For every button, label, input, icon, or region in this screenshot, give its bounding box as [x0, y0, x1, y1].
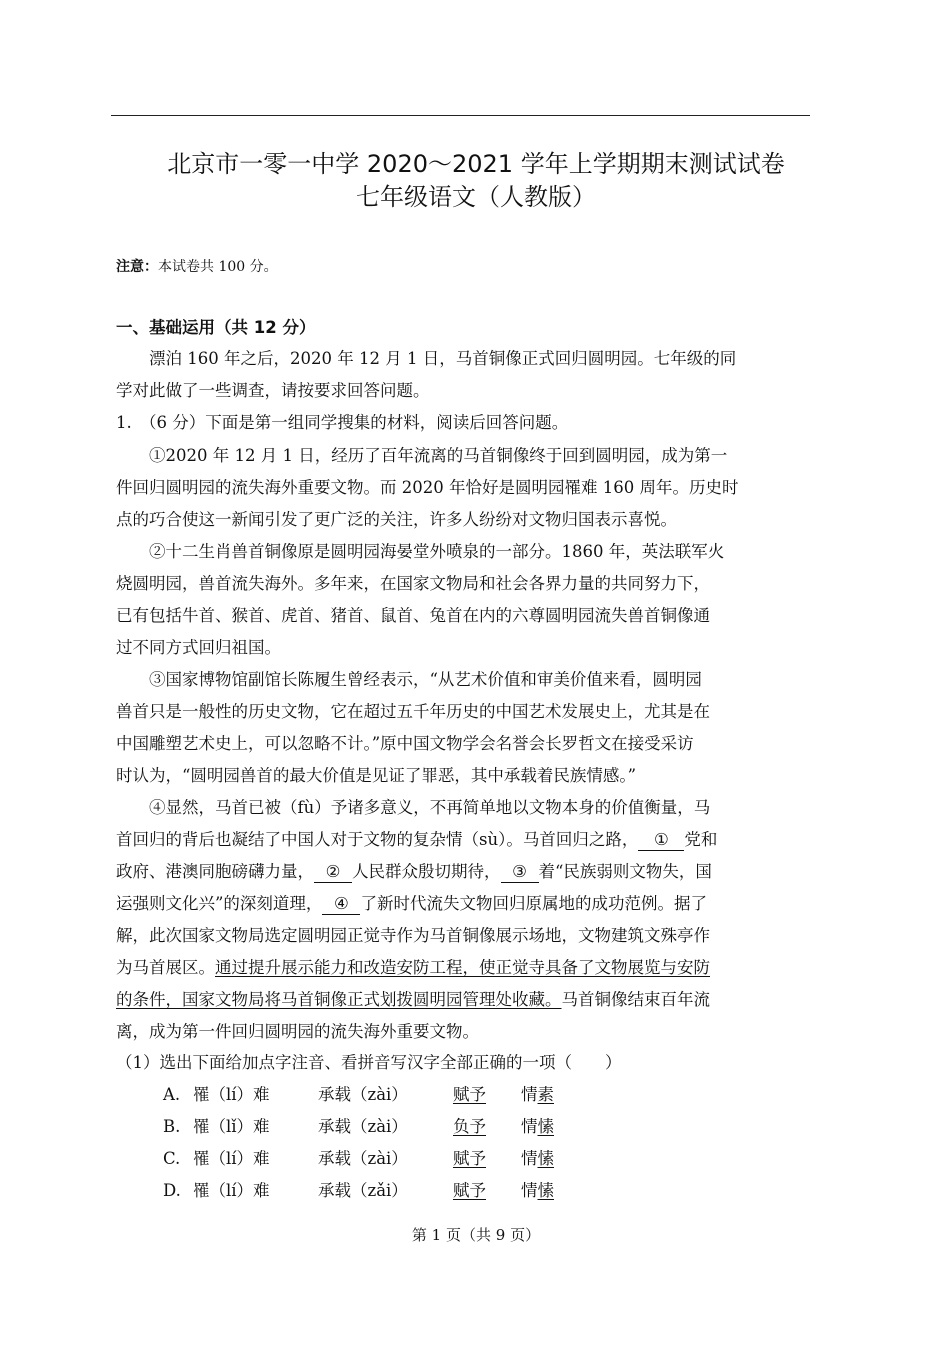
- p4-line-1: ④显然，马首已被（fù）予诸多意义，不再简单地以文物本身的价值衡量，马: [149, 798, 711, 817]
- option-a[interactable]: [116, 1083, 863, 1107]
- option-b-item-3: 负予: [453, 1117, 486, 1136]
- blank-2: ②: [314, 862, 352, 883]
- p4-line-7-b: 马首铜像结束百年流: [561, 990, 710, 1009]
- option-c[interactable]: [116, 1147, 863, 1171]
- option-d-item-3: 赋予: [453, 1181, 486, 1200]
- intro-line-1: 漂泊 160 年之后，2020 年 12 月 1 日，马首铜像正式回归圆明园。七年级的同: [149, 349, 737, 368]
- p4-line-4-a: 运强则文化兴”的深刻道理，: [116, 894, 323, 913]
- option-b-item-1: 罹（lǐ）难: [193, 1117, 270, 1136]
- p1-line-3: 点的巧合使这一新闻引发了更广泛的关注，许多人纷纷对文物归国表示喜悦。: [116, 510, 677, 529]
- p4-line-4: [116, 892, 816, 916]
- p4-line-4-b: 了新时代流失文物回归原属地的成功范例。据了: [360, 894, 707, 913]
- underlined-sentence-part-1: 通过提升展示能力和改造安防工程，使正觉寺具备了文物展览与安防: [215, 958, 710, 977]
- p4-line-8: 离，成为第一件回归圆明园的流失海外重要文物。: [116, 1022, 479, 1041]
- p1-line-2: 件回归圆明园的流失海外重要文物。而 2020 年恰好是圆明园罹难 160 周年。历史时: [116, 478, 739, 497]
- header-rule: [111, 115, 810, 116]
- blank-3: ③: [501, 862, 539, 883]
- p3-line-2: 兽首只是一般性的历史文物，它在超过五千年历史的中国艺术发展史上，尤其是在: [116, 702, 710, 721]
- option-b-item-4: [521, 1115, 554, 1139]
- option-a-letter: A.: [163, 1085, 181, 1104]
- option-c-item-1: 罹（lí）难: [193, 1149, 270, 1168]
- sub-question-1-stem: （1）选出下面给加点字注音、看拼音写汉字全部正确的一项（ ）: [116, 1053, 622, 1072]
- p4-line-3: [116, 860, 816, 884]
- p3-line-1: ③国家博物馆副馆长陈履生曾经表示，“从艺术价值和审美价值来看，圆明园: [149, 670, 702, 689]
- p2-line-2: 烧圆明园，兽首流失海外。多年来，在国家文物局和社会各界力量的共同努力下，: [116, 574, 710, 593]
- p4-line-3-a: 政府、港澳同胞磅礴力量，: [116, 862, 314, 881]
- p4-line-3-c: 着“民族弱则文物失，国: [538, 862, 712, 881]
- option-c-item-4-pre: 情: [521, 1149, 538, 1168]
- option-b[interactable]: [116, 1115, 863, 1139]
- page-footer: 第 1 页（共 9 页）: [411, 1226, 541, 1244]
- option-a-item-3: 赋予: [453, 1085, 486, 1104]
- p2-line-3: 已有包括牛首、猴首、虎首、猪首、鼠首、兔首在内的六尊圆明园流失兽首铜像通: [116, 606, 710, 625]
- option-b-item-4-pre: 情: [521, 1117, 538, 1136]
- notice-text: 本试卷共 100 分。: [158, 259, 278, 275]
- notice: [116, 255, 816, 279]
- option-d-item-4: [521, 1179, 554, 1203]
- p1-line-1: ①2020 年 12 月 1 日，经历了百年流离的马首铜像终于回到圆明园，成为第一: [149, 446, 728, 465]
- option-a-item-2: 承载（zài）: [318, 1085, 408, 1104]
- p3-line-4: 时认为，“圆明园兽首的最大价值是见证了罪恶，其中承载着民族情感。”: [116, 766, 637, 785]
- option-c-letter: C.: [163, 1149, 181, 1168]
- blank-4: ④: [322, 894, 360, 915]
- option-c-item-3: 赋予: [453, 1149, 486, 1168]
- option-b-letter: B.: [163, 1117, 181, 1136]
- p4-line-2-text: 首回归的背后也凝结了中国人对于文物的复杂情（sù）。马首回归之路，: [116, 830, 639, 849]
- section-heading: 一、基础运用（共 12 分）: [116, 318, 316, 337]
- option-c-item-4: [521, 1147, 554, 1171]
- p4-line-5: 解，此次国家文物局选定圆明园正觉寺作为马首铜像展示场地，文物建筑文殊亭作: [116, 926, 710, 945]
- option-d-item-2: 承载（zǎi）: [318, 1181, 408, 1200]
- p4-line-6-a: 为马首展区。: [116, 958, 215, 977]
- option-c-item-4-char: 愫: [537, 1149, 554, 1168]
- intro-line-2: 学对此做了一些调查，请按要求回答问题。: [116, 381, 430, 400]
- option-a-item-4-pre: 情: [521, 1085, 538, 1104]
- p2-line-4: 过不同方式回归祖国。: [116, 638, 281, 657]
- option-b-item-2: 承载（zài）: [318, 1117, 408, 1136]
- option-a-item-1: 罹（lí）难: [193, 1085, 270, 1104]
- p4-line-6: [116, 956, 816, 980]
- question-1-stem: 1. （6 分）下面是第一组同学搜集的材料，阅读后回答问题。: [116, 413, 569, 432]
- option-d-letter: D.: [163, 1181, 181, 1200]
- p3-line-3: 中国雕塑艺术史上，可以忽略不计。”原中国文物学会名誉会长罗哲文在接受采访: [116, 734, 694, 753]
- p4-line-2-tail: 党和: [684, 830, 718, 849]
- option-a-item-4: [521, 1083, 554, 1107]
- exam-title: 北京市一零一中学 2020～2021 学年上学期期末测试试卷: [167, 150, 785, 178]
- p2-line-1: ②十二生肖兽首铜像原是圆明园海晏堂外喷泉的一部分。1860 年，英法联军火: [149, 542, 725, 561]
- option-d[interactable]: [116, 1179, 863, 1203]
- option-b-item-4-char: 愫: [537, 1117, 554, 1136]
- option-c-item-2: 承载（zài）: [318, 1149, 408, 1168]
- option-d-item-4-pre: 情: [521, 1181, 538, 1200]
- blank-1: ①: [638, 830, 684, 851]
- option-d-item-4-char: 愫: [537, 1181, 554, 1200]
- exam-subtitle: 七年级语文（人教版）: [356, 183, 596, 211]
- option-a-item-4-char: 素: [537, 1085, 554, 1104]
- p4-line-7: [116, 988, 816, 1012]
- p4-line-3-b: 人民群众殷切期待，: [352, 862, 501, 881]
- p4-line-2: [116, 828, 816, 852]
- underlined-sentence-part-2: 的条件，国家文物局将马首铜像正式划拨圆明园管理处收藏。: [116, 990, 562, 1009]
- notice-label: 注意：: [116, 259, 158, 275]
- option-d-item-1: 罹（lí）难: [193, 1181, 270, 1200]
